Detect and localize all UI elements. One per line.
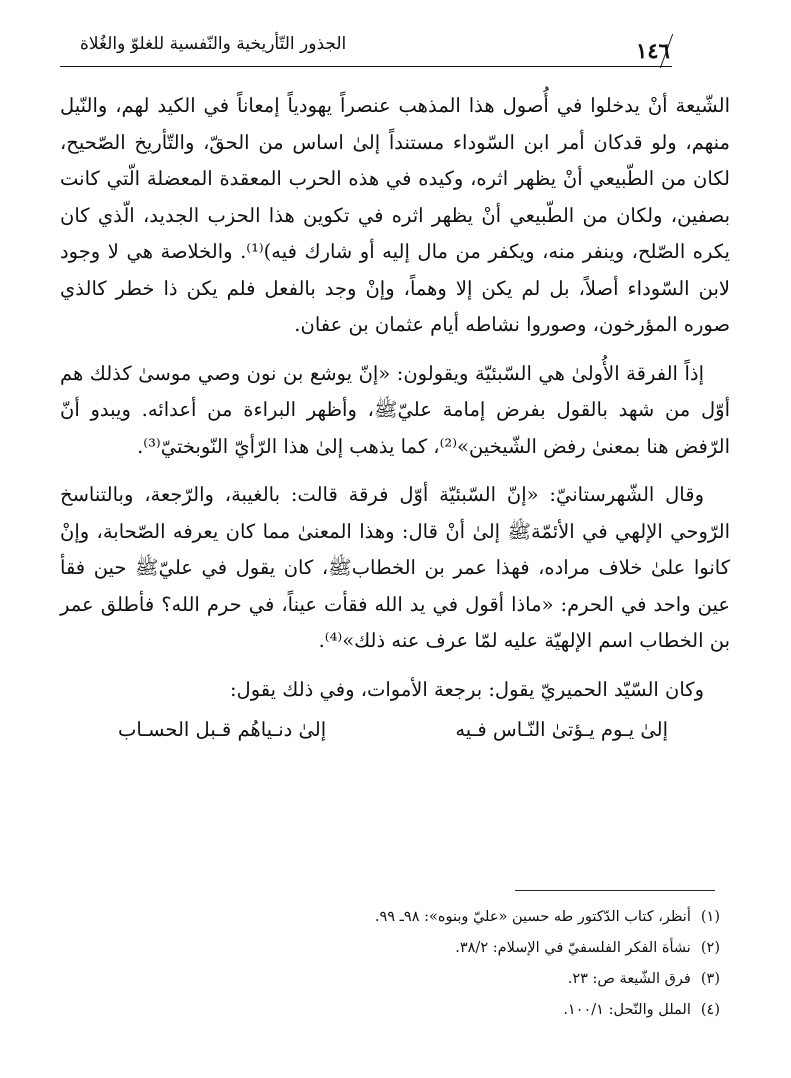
footnote-number: (١) xyxy=(700,909,720,925)
footnote-separator xyxy=(515,890,715,891)
page-number: ١٤٦ xyxy=(636,38,670,63)
footnote-text: الملل والنّحل: ١٠٠/١. xyxy=(563,1002,691,1018)
paragraph-3: وقال الشّهرستانيّ: «إنّ السّبئيّة أوّل فرقة قالت: بالغيبة، والرّجعة، وبالتناسخ الرّوحي الإلهي في الأئمّة‏ﷺ إلىٰ أنْ قال: وهذا المعنىٰ مما كان يعرفه الصّحابة، وإنْ كانوا علىٰ خلاف مراده، فهذا عمر بن الخطاب‏ﷺ، كان يقول في عليّ‏ﷺ حين فقأ عين واحد في الحرم: «ماذا أقول في يد الله فقأت عيناً، في حرم الله؟ فأطلق عمر بن الخطاب اسم الإلهيّة عليه لمّا عرف عنه ذلك»⁽⁴⁾. xyxy=(60,483,730,652)
main-text xyxy=(60,88,730,749)
footnote-1 xyxy=(300,902,720,933)
footnote-text: أنظر، كتاب الدّكتور طه حسين «عليّ وبنوه»: ٩٨ـ ٩٩. xyxy=(374,909,691,925)
paragraph-2: إذاً الفرقة الأُولىٰ هي السّبئيّة ويقولون: «إنّ يوشع بن نون وصي موسىٰ كذلك هم أوّل من شهد بالقول بفرض إمامة عليّ‏ﷺ، وأظهر البراءة من أعدائه. ويبدو أنّ الرّفض هنا بمعنىٰ رفض الشّيخين»⁽²⁾، كما يذهب إلىٰ هذا الرّأيّ النّوبختيّ⁽³⁾. xyxy=(60,361,730,458)
footnote-text: نشأة الفكر الفلسفيّ في الإسلام: ٣٨/٢. xyxy=(455,940,691,956)
poem-verse xyxy=(60,712,730,749)
verse-first-hemistich: إلىٰ يـوم يـؤتىٰ النّـاس فـيه xyxy=(455,718,668,741)
paragraph-1: الشّيعة أنْ يدخلوا في أُصول هذا المذهب عنصراً يهودياً إمعاناً في الكيد لهم، والنّيل منهم، ولو قدكان أمر ابن السّوداء مستنداً إلىٰ اساس من الحقّ، والتّأريخ الصّحيح، لكان من الطّبيعي أنْ يظهر اثره، وكيده في هذه الحرب المعقدة المعضلة الّتي كانت بصفين، ولكان من الطّبيعي أنْ يظهر اثره في تكوين هذا الحزب الجديد، الّذي كان يكره الصّلح، وينفر منه، ويكفر من مال إليه أو شارك فيه)⁽¹⁾. والخلاصة هي لا وجود لابن السّوداء أصلاً، بل لم يكن إلا وهماً، وإنْ وجد بالفعل فلم يكن ذا خطر كالذي صوره المؤرخون، وصوروا نشاطه أيام عثمان بن عفان. xyxy=(60,94,730,336)
footnote-3 xyxy=(300,964,720,995)
footnote-number: (٣) xyxy=(700,971,720,987)
footnote-number: (٤) xyxy=(700,1002,720,1018)
verse-second-hemistich: إلىٰ دنـياهُم قـبل الحسـاب xyxy=(118,718,327,741)
footnote-2 xyxy=(300,933,720,964)
footnote-4 xyxy=(300,995,720,1026)
running-title: الجذور التّأريخية والنّفسية للغلوّ والغُلاة xyxy=(80,34,347,54)
footnotes xyxy=(300,902,720,1026)
footnote-text: فرق الشّيعة ص: ٢٣. xyxy=(567,971,691,987)
footnote-number: (٢) xyxy=(700,940,720,956)
paragraph-4: وكان السّيّد الحميريّ يقول: برجعة الأموات، وفي ذلك يقول: xyxy=(229,677,704,701)
header-rule xyxy=(60,66,672,67)
